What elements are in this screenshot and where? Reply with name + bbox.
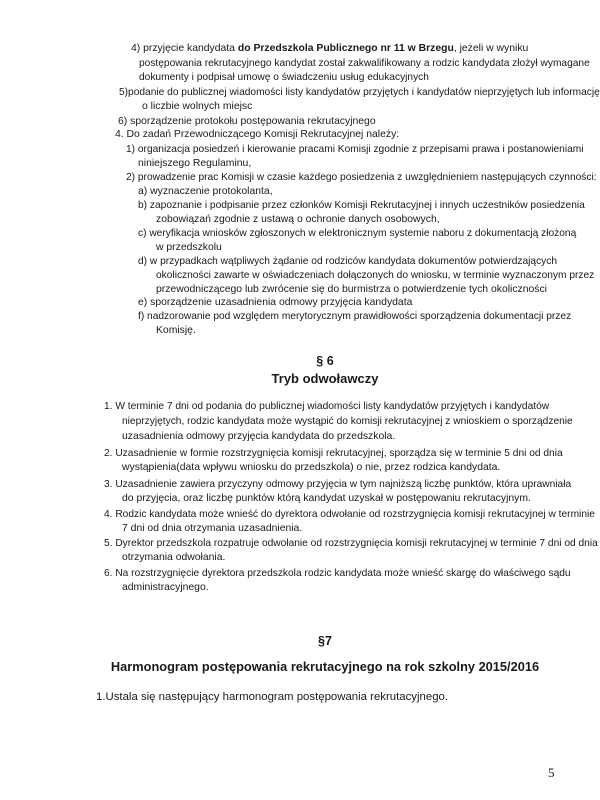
chairman-duty-2-d-line-2: okoliczności zawarte w oświadczeniach dołączonych do wniosku, w terminie wyznaczonym przez	[156, 270, 595, 281]
appeal-item-2-line-1: 2. Uzasadnienie w formie rozstrzygnięcia komisji rekrutacyjnej, sporządza się w terminie 5 dni od dnia	[104, 448, 563, 459]
chairman-duty-2-b-line-2: zobowiązań zgodnie z ustawą o ochronie danych osobowych,	[156, 214, 440, 225]
appeal-item-3-line-2: do przyjęcia, oraz liczbę punktów którą kandydat uzyskał w postępowaniu rekrutacyjnym.	[122, 493, 531, 504]
chairman-duty-2-c-line-1: c) weryfikacja wniosków zgłoszonych w elektronicznym systemie naboru z dokumentacją złożoną	[138, 228, 577, 239]
appeal-item-1-line-2: nieprzyjętych, rodzic kandydata może wystąpić do komisji rekrutacyjnej z wnioskiem o sporządzenie	[122, 416, 573, 427]
section-7-number: §7	[318, 634, 332, 648]
appeal-item-3-line-1: 3. Uzasadnienie zawiera przyczyny odmowy przyjęcia w tym najniższą liczbę punktów, która uprawniała	[104, 479, 572, 490]
chairman-duty-2-c-line-2: w przedszkolu	[156, 242, 222, 253]
appeal-item-5-line-1: 5. Dyrektor przedszkola rozpatruje odwołanie od rozstrzygnięcia komisji rekrutacyjnej w terminie 7 dni od dnia	[104, 538, 598, 549]
section-6-title: Tryb odwoławczy	[271, 371, 379, 386]
list-item-4-line-3: dokumenty i podpisał umowę o świadczeniu usług edukacyjnych	[139, 72, 429, 83]
chairman-duty-2-line-1: 2) prowadzenie prac Komisji w czasie każdego posiedzenia z uwzględnieniem następujących czynności:	[126, 172, 597, 183]
appeal-item-6-line-1: 6. Na rozstrzygnięcie dyrektora przedszkola rodzic kandydata może wnieść skargę do właściwego sądu	[104, 568, 571, 579]
chairman-duty-1-line-1: 1) organizacja posiedzeń i kierowanie pracami Komisji zgodnie z przepisami prawa i postanowieniami	[126, 144, 584, 155]
section-6-number: § 6	[316, 354, 334, 368]
chairman-duty-2-d-line-3: przewodniczącego lub zwrócenie się do burmistrza o potwierdzenie tych okoliczności	[156, 284, 547, 295]
appeal-item-1-line-3: uzasadnienia odmowy przyjęcia kandydata do przedszkola.	[122, 431, 396, 442]
list-item-4-bold-text: do Przedszkola Publicznego nr 11 w Brzegu	[237, 43, 454, 54]
chairman-duties-intro: 4. Do zadań Przewodniczącego Komisji Rekrutacyjnej należy:	[115, 129, 400, 140]
appeal-item-1-line-1: 1. W terminie 7 dni od podania do publicznej wiadomości listy kandydatów przyjętych i kandydatów	[104, 401, 550, 412]
schedule-intro: 1.Ustala się następujący harmonogram postępowania rekrutacyjnego.	[96, 691, 449, 703]
appeal-item-4-line-1: 4. Rodzic kandydata może wnieść do dyrektora odwołanie od rozstrzygnięcia komisji rekrutacyjnej w terminie	[104, 509, 595, 520]
appeal-item-5-line-2: otrzymania odwołania.	[122, 552, 226, 563]
section-7-title: Harmonogram postępowania rekrutacyjnego na rok szkolny 2015/2016	[110, 659, 540, 674]
list-item-4-line-2: postępowania rekrutacyjnego kandydat został zakwalifikowany a rodzic kandydata złożył wymagane	[139, 58, 590, 69]
list-item-4-text: 4) przyjęcie kandydata	[131, 43, 238, 54]
page-number: 5	[548, 765, 555, 780]
list-item-6: 6) sporządzenie protokołu postępowania rekrutacyjnego	[118, 116, 376, 127]
chairman-duty-2-f-line-2: Komisję.	[156, 325, 196, 336]
list-item-4-text-end: , jeżeli w wyniku	[453, 43, 529, 54]
appeal-item-2-line-2: wystąpienia(data wpływu wniosku do przedszkola) o nie, przez rodzica kandydata.	[122, 462, 501, 473]
appeal-item-6-line-2: administracyjnego.	[122, 582, 209, 593]
list-item-4-line-1	[131, 43, 528, 55]
chairman-duty-1-line-2: niniejszego Regulaminu,	[138, 158, 252, 169]
chairman-duty-2-d-line-1: d) w przypadkach wątpliwych żądanie od rodziców kandydata dokumentów potwierdzających	[138, 256, 558, 267]
list-item-5-line-2: o liczbie wolnych miejsc	[142, 101, 253, 112]
appeal-item-4-line-2: 7 dni od dnia otrzymania uzasadnienia.	[122, 523, 303, 534]
list-item-5-line-1: 5)podanie do publicznej wiadomości listy kandydatów przyjętych i kandydatów nieprzyjętych lub informację	[119, 87, 600, 98]
chairman-duty-2-b-line-1: b) zapoznanie i podpisanie przez członków Komisji Rekrutacyjnej i innych uczestników posiedzenia	[138, 200, 585, 211]
chairman-duty-2-a: a) wyznaczenie protokolanta,	[138, 186, 273, 197]
chairman-duty-2-f-line-1: f) nadzorowanie pod względem merytorycznym prawidłowości sporządzenia dokumentacji przez	[138, 311, 572, 322]
chairman-duty-2-e: e) sporządzenie uzasadnienia odmowy przyjęcia kandydata	[138, 297, 413, 308]
